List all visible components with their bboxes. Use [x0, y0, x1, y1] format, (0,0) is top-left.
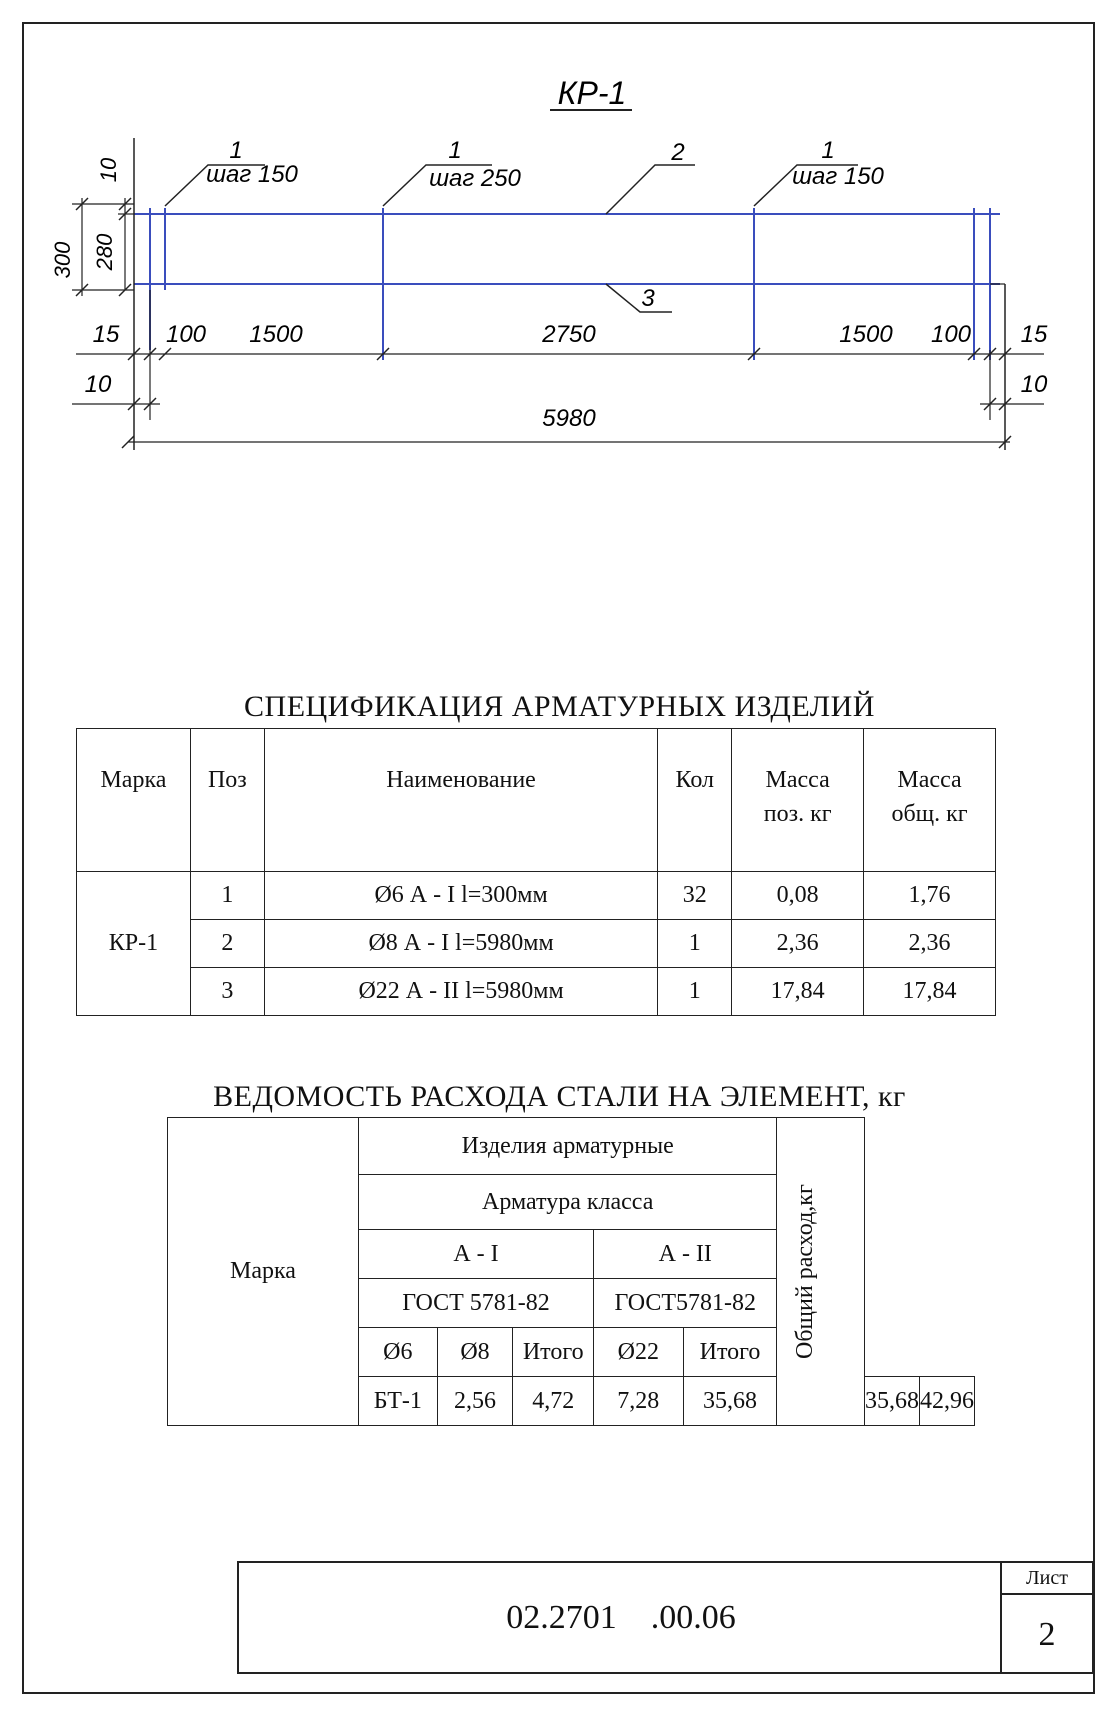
ved-header-d6: Ø6 [358, 1328, 437, 1377]
spec-header-row [77, 729, 996, 872]
callout-leader-3 [606, 165, 695, 214]
dim-280: 280 [92, 233, 117, 271]
callout-2-text: шаг 250 [429, 165, 521, 192]
spec-header-mass-pos: Масса поз. кг [732, 729, 864, 872]
table-row [77, 968, 996, 1016]
ved-header-overall: Общий расход,кг [777, 1118, 865, 1426]
ved-header-class: Арматура класса [358, 1175, 777, 1230]
spec-pos: 2 [190, 920, 264, 968]
spec-pos: 3 [190, 968, 264, 1016]
spec-pos: 1 [190, 872, 264, 920]
dim-300: 300 [50, 241, 75, 279]
table-row [77, 920, 996, 968]
ved-header-d8: Ø8 [437, 1328, 513, 1377]
title-block [237, 1561, 1094, 1674]
dim-100-right: 100 [930, 321, 972, 348]
callout-2-num: 1 [448, 137, 462, 164]
dim-1500-right: 1500 [839, 321, 893, 348]
spec-header-name: Наименование [264, 729, 658, 872]
ved-table [167, 1117, 975, 1426]
sheet-label: Лист [1002, 1563, 1092, 1595]
spec-header-qty: Кол [658, 729, 732, 872]
spec-name: Ø8 А - I l=5980мм [264, 920, 658, 968]
ved-title: ВЕДОМОСТЬ РАСХОДА СТАЛИ НА ЭЛЕМЕНТ, кг [213, 1080, 906, 1113]
spec-table [76, 728, 996, 1016]
spec-name: Ø22 А - II l=5980мм [264, 968, 658, 1016]
spec-title: СПЕЦИФИКАЦИЯ АРМАТУРНЫХ ИЗДЕЛИЙ [244, 690, 875, 723]
spec-header-mass-total: Масса общ. кг [864, 729, 996, 872]
ved-row-d22: 35,68 [683, 1377, 777, 1426]
spec-header-mark: Марка [77, 729, 191, 872]
ved-header-gost1: ГОСТ 5781-82 [358, 1279, 593, 1328]
callout-1-num: 1 [229, 137, 243, 164]
spec-mass-total: 1,76 [864, 872, 996, 920]
ved-header-total1: Итого [513, 1328, 594, 1377]
spec-qty: 1 [658, 968, 732, 1016]
sheet-number: 2 [1038, 1616, 1056, 1653]
dim-10-right: 10 [1020, 371, 1048, 398]
sheet-box [1000, 1563, 1092, 1672]
ved-row-total1: 7,28 [594, 1377, 683, 1426]
ved-header-products: Изделия арматурные [358, 1118, 777, 1175]
reinforcement-drawing [0, 0, 1119, 470]
dim-15-right: 15 [1020, 321, 1048, 348]
dim-100-left: 100 [165, 321, 207, 348]
ved-header-total2: Итого [683, 1328, 777, 1377]
ved-header-row-1 [168, 1118, 975, 1175]
dim-10-left: 10 [84, 371, 112, 398]
ved-header-d22: Ø22 [594, 1328, 683, 1377]
ved-row-overall: 42,96 [920, 1377, 975, 1426]
dim-1500-left: 1500 [249, 321, 303, 348]
spec-name: Ø6 А - I l=300мм [264, 872, 658, 920]
dim-5980: 5980 [542, 405, 596, 432]
spec-mass-total: 2,36 [864, 920, 996, 968]
callout-leader-5 [606, 284, 672, 312]
ved-header-a1: А - I [358, 1230, 593, 1279]
ved-row-mark: БТ-1 [358, 1377, 437, 1426]
spec-header-pos: Поз [190, 729, 264, 872]
spec-mass-pos: 17,84 [732, 968, 864, 1016]
drawing-title: КР-1 [557, 75, 627, 111]
callout-1-text: шаг 150 [206, 161, 298, 188]
spec-mass-pos: 0,08 [732, 872, 864, 920]
spec-mark-cell: КР-1 [77, 872, 191, 1016]
dim-10-top: 10 [96, 157, 121, 183]
ved-row-d8: 4,72 [513, 1377, 594, 1426]
spec-qty: 1 [658, 920, 732, 968]
callout-3-num: 2 [671, 139, 685, 166]
ved-header-mark: Марка [168, 1118, 359, 1426]
callout-4-num: 1 [821, 137, 835, 164]
dim-2750: 2750 [542, 321, 596, 348]
table-row [77, 872, 996, 920]
document-code: 02.2701 .00.06 [506, 1599, 736, 1636]
ved-row-total2: 35,68 [865, 1377, 920, 1426]
dim-15-left: 15 [92, 321, 120, 348]
callout-4-text: шаг 150 [792, 163, 884, 190]
spec-mass-total: 17,84 [864, 968, 996, 1016]
ved-header-gost2: ГОСТ5781-82 [594, 1279, 777, 1328]
ved-row-d6: 2,56 [437, 1377, 513, 1426]
spec-mass-pos: 2,36 [732, 920, 864, 968]
spec-qty: 32 [658, 872, 732, 920]
ved-header-a2: А - II [594, 1230, 777, 1279]
callout-5-num: 3 [641, 285, 655, 312]
